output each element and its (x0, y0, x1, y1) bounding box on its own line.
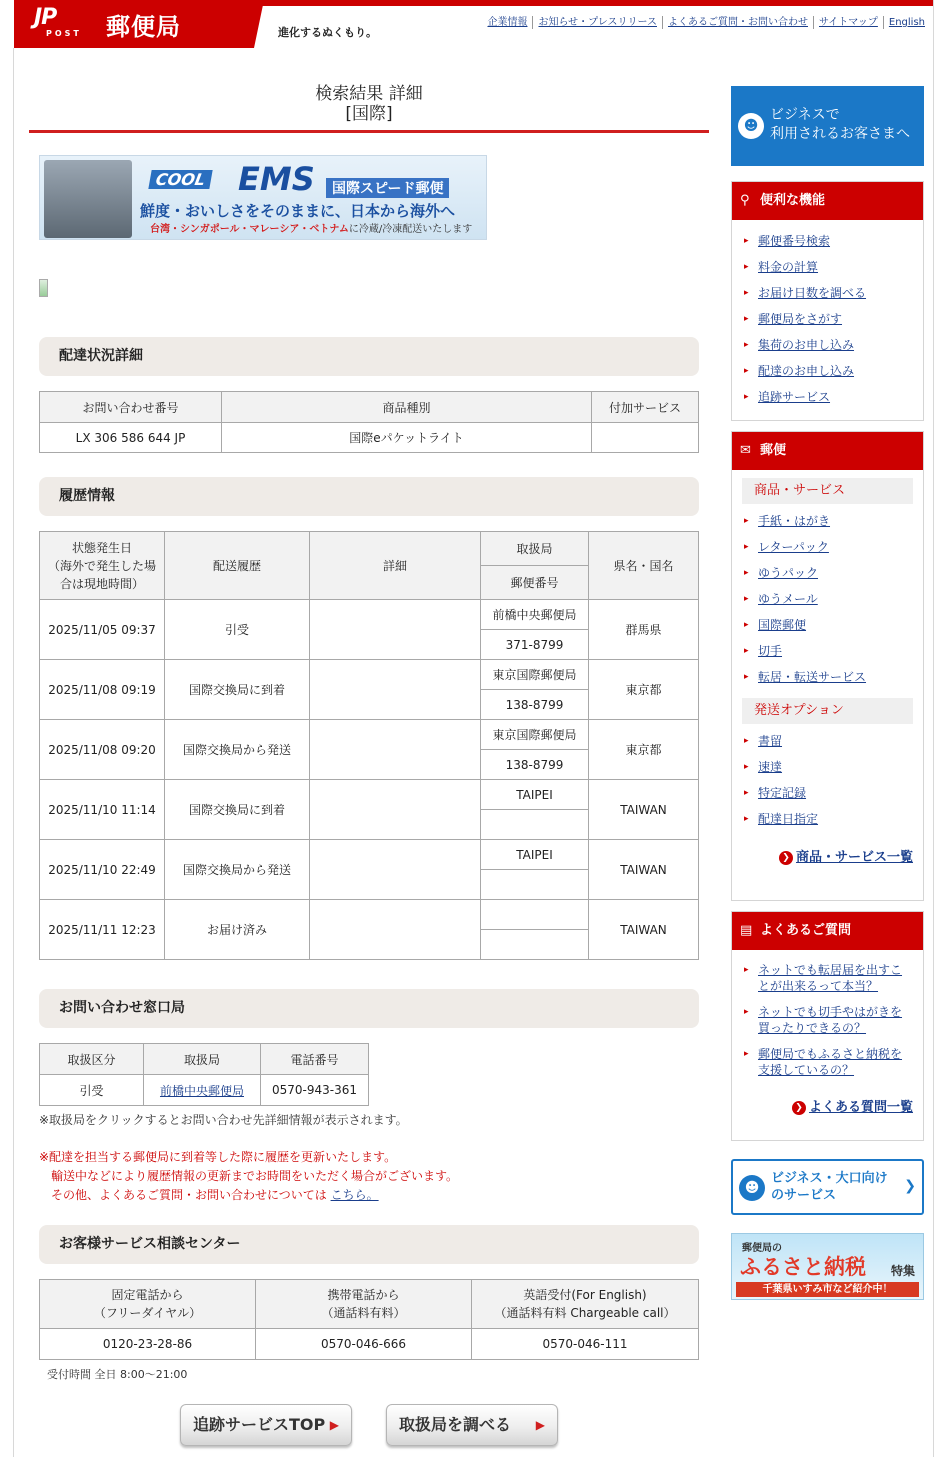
products-list-link[interactable]: 商品・サービス一覧 (795, 850, 913, 865)
banner-cool-label: COOL (148, 170, 212, 189)
faq-link-furusato[interactable]: 郵便局でもふるさと納税を支援しているの？ (758, 1047, 903, 1077)
banner-ems-subtitle: 国際スピード郵便 (326, 178, 449, 198)
handling-type: 引受 (40, 1075, 144, 1106)
history-office: TAIPEI (481, 840, 589, 870)
sidebar-faq (731, 911, 924, 1141)
history-row (40, 780, 699, 810)
section-delivery-status: 配達状況詳細 (39, 337, 699, 376)
section-customer-center: お客様サービス相談センター (39, 1225, 699, 1264)
history-date: 2025/11/08 09:20 (40, 720, 165, 780)
history-date: 2025/11/08 09:19 (40, 660, 165, 720)
faq-link-stamps-online[interactable]: ネットでも切手やはがきを買ったりできるの？ (758, 1005, 903, 1035)
history-office: 東京国際郵便局 (481, 720, 589, 750)
sidebar-link-rate-calc[interactable]: 料金の計算 (758, 260, 819, 274)
useful-functions-title: 便利な機能 (760, 193, 826, 208)
sidebar-item-pickup (744, 332, 923, 358)
sidebar-item-record (744, 780, 923, 806)
cool-ems-banner[interactable] (39, 155, 487, 240)
arrow-right-icon: ▶ (329, 1418, 339, 1432)
history-region: TAIWAN (589, 780, 699, 840)
sidebar-link-express[interactable]: 速達 (758, 760, 783, 774)
update-notice-line2: 輸送中などにより履歴情報の更新までお時間をいただく場合がございます。 (51, 1169, 459, 1183)
history-office (481, 900, 589, 930)
banner-subline (150, 220, 472, 235)
banner-subline-rest: に冷蔵/冷凍配送いたします (348, 224, 473, 235)
find-office-button[interactable] (386, 1404, 558, 1446)
history-postal (481, 930, 589, 960)
sidebar-link-yumail[interactable]: ゆうメール (758, 592, 818, 606)
office-click-note: ※取扱局をクリックするとお問い合わせ先詳細情報が表示されます。 (39, 1113, 408, 1127)
col-postal: 郵便番号 (481, 566, 589, 600)
col-item-type: 商品種別 (222, 392, 592, 423)
col-detail: 詳細 (310, 532, 481, 600)
customer-center-table (39, 1279, 699, 1360)
sidebar-link-tracking[interactable]: 追跡サービス (758, 390, 831, 404)
chat-bubble-icon: ▤ (740, 923, 753, 938)
inquiry-window-table (39, 1043, 369, 1106)
sidebar-link-stamps[interactable]: 切手 (758, 644, 783, 658)
chevron-circle-icon: ❯ (792, 1101, 806, 1115)
sidebar-item-redelivery (744, 358, 923, 384)
chevron-right-icon: ❯ (904, 1178, 916, 1194)
history-row (40, 600, 699, 630)
history-office: 前橋中央郵便局 (481, 600, 589, 630)
envelope-icon: ✉ (740, 443, 751, 458)
sidebar-item-express (744, 754, 923, 780)
sidebar-item-date-designation (744, 806, 923, 832)
cooler-box-image (44, 160, 132, 238)
history-detail (310, 780, 481, 840)
business-bulk-text (771, 1170, 888, 1204)
page-frame-right (933, 0, 934, 1457)
sidebar-item-yumail (744, 586, 923, 612)
sidebar-item-registered (744, 728, 923, 754)
tracking-top-label: 追跡サービスTOP (193, 1415, 326, 1434)
tracking-number: LX 306 586 644 JP (40, 423, 222, 453)
sidebar-item-postal-code (744, 228, 923, 254)
history-status: 国際交換局から発送 (165, 720, 310, 780)
useful-functions-header (732, 182, 923, 220)
col-handling-type: 取扱区分 (40, 1044, 144, 1075)
col-landline (40, 1280, 256, 1329)
history-table (39, 531, 699, 960)
find-office-label: 取扱局を調べる (399, 1415, 512, 1434)
business-bulk-line1: ビジネス・大口向け (771, 1171, 888, 1186)
update-notice-line3 (39, 1186, 458, 1205)
history-region: 東京都 (589, 660, 699, 720)
handling-office-cell (144, 1075, 261, 1106)
col-additional-service: 付加サービス (592, 392, 699, 423)
sidebar-link-delivery-days[interactable]: お届け日数を調べる (758, 286, 867, 300)
col-english-line2: （通話料有料 Chargeable call） (494, 1306, 676, 1320)
update-notice (39, 1148, 458, 1205)
sidebar-item-yupack (744, 560, 923, 586)
sidebar-link-yupack[interactable]: ゆうパック (758, 566, 819, 580)
mail-category-products: 商品・サービス (742, 478, 913, 504)
history-status: 国際交換局に到着 (165, 780, 310, 840)
history-region: 東京都 (589, 720, 699, 780)
col-mobile-line1: 携帯電話から (327, 1288, 400, 1302)
col-date-line2: （海外で発生した場 (47, 558, 156, 573)
faq-item-furusato (744, 1046, 913, 1078)
col-landline-line2: （フリーダイヤル） (93, 1306, 202, 1320)
person-icon: ☻ (738, 113, 764, 139)
faq-item-moving (744, 962, 913, 994)
banner-countries: 台湾・シンガポール・マレーシア・ベトナム (150, 224, 349, 235)
broken-image-icon (39, 279, 48, 297)
history-detail (310, 660, 481, 720)
furusato-tax-banner[interactable] (731, 1233, 924, 1300)
additional-service (592, 423, 699, 453)
link-press-release[interactable]: お知らせ・プレスリリース (532, 16, 662, 29)
history-row (40, 900, 699, 930)
history-date: 2025/11/10 11:14 (40, 780, 165, 840)
landline-number: 0120-23-28-86 (40, 1329, 256, 1360)
history-date: 2025/11/10 22:49 (40, 840, 165, 900)
delivery-status-table (39, 391, 699, 453)
col-mobile (256, 1280, 472, 1329)
col-mobile-line2: （通話料有料） (321, 1306, 406, 1320)
english-number: 0570-046-111 (472, 1329, 699, 1360)
section-inquiry-window: お問い合わせ窓口局 (39, 989, 699, 1028)
business-customers-banner[interactable] (731, 86, 924, 166)
history-detail (310, 900, 481, 960)
history-status: お届け済み (165, 900, 310, 960)
col-date-line1: 状態発生日 (71, 540, 132, 555)
history-detail (310, 840, 481, 900)
col-inquiry-number: お問い合わせ番号 (40, 392, 222, 423)
link-sitemap[interactable]: サイトマップ (813, 16, 883, 29)
sidebar-item-rate-calc (744, 254, 923, 280)
business-banner-text (770, 106, 910, 144)
furusato-caption: 千葉県いすみ市など紹介中！ (736, 1282, 919, 1297)
history-office: TAIPEI (481, 780, 589, 810)
sidebar-item-tracking (744, 384, 923, 410)
faq-here-link[interactable]: こちら。 (330, 1188, 379, 1202)
mail-header (732, 432, 923, 470)
col-english (472, 1280, 699, 1329)
page-title-line2: [国際] (345, 104, 393, 124)
history-postal (481, 810, 589, 840)
item-type: 国際eパケットライト (222, 423, 592, 453)
history-row (40, 720, 699, 750)
col-landline-line1: 固定電話から (111, 1288, 184, 1302)
header-utility-nav (482, 16, 930, 29)
history-postal: 138-8799 (481, 690, 589, 720)
history-status: 国際交換局から発送 (165, 840, 310, 900)
history-region: 群馬県 (589, 600, 699, 660)
logo-jp-mark[interactable]: JP (34, 5, 57, 30)
sidebar-link-letters[interactable]: 手紙・はがき (758, 514, 831, 528)
sidebar-item-forwarding (744, 664, 923, 690)
arrow-right-icon: ▶ (535, 1418, 545, 1432)
page-title-line1: 検索結果 詳細 (315, 84, 423, 104)
history-row (40, 840, 699, 870)
business-bulk-line2: のサービス (771, 1188, 837, 1203)
sidebar-item-stamps (744, 638, 923, 664)
history-postal: 138-8799 (481, 750, 589, 780)
sidebar-item-delivery-days (744, 280, 923, 306)
history-status: 引受 (165, 600, 310, 660)
furusato-title: ふるさと納税 (740, 1255, 866, 1279)
col-date (40, 532, 165, 600)
col-office: 取扱局 (481, 532, 589, 566)
sidebar-link-find-office[interactable]: 郵便局をさがす (758, 312, 843, 326)
mail-category-options: 発送オプション (742, 698, 913, 724)
table-row (40, 423, 699, 453)
sidebar-useful-functions (731, 181, 924, 421)
sidebar-link-redelivery[interactable]: 配達のお申し込み (758, 364, 855, 378)
furusato-prefix: 郵便局の (742, 1243, 782, 1254)
sidebar-link-pickup[interactable]: 集荷のお申し込み (758, 338, 855, 352)
banner-ems-logo: EMS (238, 160, 315, 198)
link-faq-contact[interactable]: よくあるご質問・お問い合わせ (662, 16, 813, 29)
section-history: 履歴情報 (39, 477, 699, 516)
faq-item-stamps-online (744, 1004, 913, 1036)
products-list-more (732, 846, 923, 865)
history-date: 2025/11/05 09:37 (40, 600, 165, 660)
sidebar-mail (731, 431, 924, 901)
mail-title: 郵便 (760, 443, 787, 458)
faq-title: よくあるご質問 (760, 923, 852, 938)
history-postal: 371-8799 (481, 630, 589, 660)
service-hours: 受付時間 全日 8:00〜21:00 (47, 1368, 188, 1381)
table-row (40, 1075, 369, 1106)
col-status: 配送履歴 (165, 532, 310, 600)
col-region: 県名・国名 (589, 532, 699, 600)
history-detail (310, 600, 481, 660)
sidebar-item-international (744, 612, 923, 638)
history-region: TAIWAN (589, 900, 699, 960)
mobile-number: 0570-046-666 (256, 1329, 472, 1360)
logo-post-text[interactable]: POST (46, 29, 82, 38)
link-english[interactable]: English (883, 16, 930, 29)
office-phone: 0570-943-361 (261, 1075, 369, 1106)
history-postal (481, 870, 589, 900)
chevron-circle-icon: ❯ (779, 851, 793, 865)
business-banner-line2: 利用されるお客さまへ (770, 126, 910, 142)
history-detail (310, 720, 481, 780)
link-corporate-info[interactable]: 企業情報 (487, 17, 528, 28)
col-handling-office: 取扱局 (144, 1044, 261, 1075)
sidebar-item-letters (744, 508, 923, 534)
tracking-top-button[interactable] (180, 1404, 352, 1446)
business-banner-line1: ビジネスで (770, 107, 840, 123)
furusato-feature: 特集 (890, 1264, 915, 1278)
faq-list-more (732, 1096, 923, 1115)
banner-headline: 鮮度・おいしさをそのままに、日本から海外へ (140, 202, 456, 220)
faq-list-link[interactable]: よくある質問一覧 (808, 1100, 913, 1115)
person-icon: ☻ (739, 1175, 765, 1201)
logo-name[interactable]: 郵便局 (106, 13, 181, 41)
sidebar-link-postal-code[interactable]: 郵便番号検索 (758, 234, 831, 248)
col-date-line3: 合は現地時間） (59, 576, 144, 591)
sidebar-link-letterpack[interactable]: レターパック (758, 540, 829, 554)
col-phone: 電話番号 (261, 1044, 369, 1075)
sidebar-link-registered[interactable]: 書留 (758, 734, 783, 748)
update-notice-line1: ※配達を担当する郵便局に到着等した際に履歴を更新いたします。 (39, 1150, 397, 1164)
page-title (29, 84, 709, 124)
faq-header (732, 912, 923, 950)
update-notice-line3-text: その他、よくあるご質問・お問い合わせについては (51, 1188, 331, 1202)
business-bulk-services-banner[interactable] (731, 1159, 924, 1215)
history-row (40, 660, 699, 690)
search-icon: ⚲ (740, 193, 750, 208)
sidebar-item-letterpack (744, 534, 923, 560)
sidebar-link-forwarding[interactable]: 転居・転送サービス (758, 670, 867, 684)
history-region: TAIWAN (589, 840, 699, 900)
sidebar-item-find-office (744, 306, 923, 332)
col-english-line1: 英語受付(For English) (523, 1288, 647, 1302)
page-frame-left (13, 48, 14, 1457)
faq-link-moving[interactable]: ネットでも転居届を出すことが出来るって本当？ (758, 963, 903, 993)
history-date: 2025/11/11 12:23 (40, 900, 165, 960)
sidebar-link-record[interactable]: 特定記録 (758, 786, 807, 800)
table-row (40, 1329, 699, 1360)
history-office: 東京国際郵便局 (481, 660, 589, 690)
sidebar-link-international[interactable]: 国際郵便 (758, 618, 807, 632)
sidebar-link-date-designation[interactable]: 配達日指定 (758, 812, 819, 826)
handling-office-link[interactable]: 前橋中央郵便局 (159, 1083, 244, 1098)
header-tagline: 進化するぬくもり。 (278, 26, 377, 39)
history-status: 国際交換局に到着 (165, 660, 310, 720)
title-divider (29, 130, 709, 133)
